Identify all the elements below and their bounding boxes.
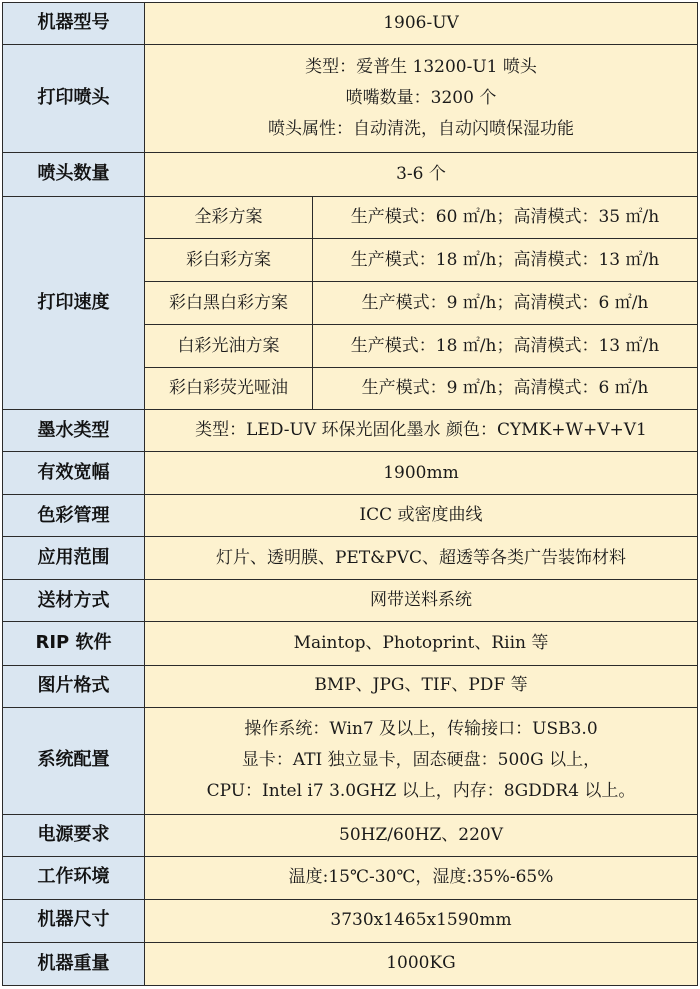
row-label: 应用范围 (3, 537, 145, 580)
row-value: 50HZ/60HZ、220V (145, 814, 698, 856)
value-line: 显卡：ATI 独立显卡，固态硬盘：500G 以上， (241, 750, 601, 771)
spec-row-width (3, 452, 698, 495)
value-line: 类型：爱普生 13200-U1 喷头 (305, 57, 537, 78)
scheme-name: 彩白黑白彩方案 (145, 282, 313, 325)
row-value (145, 707, 698, 814)
spec-row-power (3, 814, 698, 856)
row-label: 喷头数量 (3, 153, 145, 197)
spec-row-head-count (3, 153, 698, 197)
row-value: 灯片、透明膜、PET&PVC、超透等各类广告装饰材料 (145, 537, 698, 580)
row-label: 工作环境 (3, 856, 145, 899)
spec-row-color-management (3, 495, 698, 537)
row-label: RIP 软件 (3, 622, 145, 665)
spec-row-system (3, 707, 698, 814)
spec-row-model (3, 3, 698, 45)
value-line: 喷头属性：自动清洗，自动闪喷保湿功能 (268, 119, 574, 140)
row-label: 色彩管理 (3, 495, 145, 537)
row-value: 3-6 个 (145, 153, 698, 197)
row-value: BMP、JPG、TIF、PDF 等 (145, 665, 698, 707)
spec-row-feed (3, 580, 698, 622)
row-value: 1900mm (145, 452, 698, 495)
row-value: Maintop、Photoprint、Riin 等 (145, 622, 698, 665)
row-label: 电源要求 (3, 814, 145, 856)
row-value: 温度:15℃-30℃，湿度:35%-65% (145, 856, 698, 899)
scheme-name: 彩白彩荧光哑油 (145, 368, 313, 410)
row-label: 送材方式 (3, 580, 145, 622)
scheme-speed: 生产模式：18 ㎡/h；高清模式：13 ㎡/h (313, 325, 698, 368)
row-value: 1906-UV (145, 3, 698, 45)
row-value: 3730x1465x1590mm (145, 899, 698, 942)
row-value: 类型：LED-UV 环保光固化墨水 颜色：CYMK+W+V+V1 (145, 410, 698, 452)
row-label: 机器尺寸 (3, 899, 145, 942)
row-value: ICC 或密度曲线 (145, 495, 698, 537)
spec-row-ink (3, 410, 698, 452)
scheme-name: 全彩方案 (145, 197, 313, 239)
row-label: 有效宽幅 (3, 452, 145, 495)
row-label: 墨水类型 (3, 410, 145, 452)
scheme-speed: 生产模式：60 ㎡/h；高清模式：35 ㎡/h (313, 197, 698, 239)
row-label: 图片格式 (3, 665, 145, 707)
row-label: 打印喷头 (3, 45, 145, 153)
spec-table (2, 2, 698, 986)
row-value (145, 45, 698, 153)
row-label: 机器型号 (3, 3, 145, 45)
value-line: 喷嘴数量：3200 个 (345, 88, 497, 109)
row-label: 机器重量 (3, 942, 145, 985)
spec-row-speed (3, 197, 698, 239)
row-label: 打印速度 (3, 197, 145, 410)
spec-row-rip (3, 622, 698, 665)
value-line: CPU：Intel i7 3.0GHZ 以上，内存：8GDDR4 以上。 (206, 781, 636, 802)
row-label: 系统配置 (3, 707, 145, 814)
row-value: 网带送料系统 (145, 580, 698, 622)
spec-row-image-format (3, 665, 698, 707)
spec-row-printhead (3, 45, 698, 153)
scheme-speed: 生产模式：18 ㎡/h；高清模式：13 ㎡/h (313, 239, 698, 282)
spec-row-weight (3, 942, 698, 985)
row-value: 1000KG (145, 942, 698, 985)
spec-row-applications (3, 537, 698, 580)
spec-row-dimensions (3, 899, 698, 942)
scheme-speed: 生产模式：9 ㎡/h；高清模式：6 ㎡/h (313, 368, 698, 410)
scheme-speed: 生产模式：9 ㎡/h；高清模式：6 ㎡/h (313, 282, 698, 325)
value-line: 操作系统：Win7 及以上，传输接口：USB3.0 (244, 719, 598, 740)
spec-row-environment (3, 856, 698, 899)
scheme-name: 彩白彩方案 (145, 239, 313, 282)
scheme-name: 白彩光油方案 (145, 325, 313, 368)
